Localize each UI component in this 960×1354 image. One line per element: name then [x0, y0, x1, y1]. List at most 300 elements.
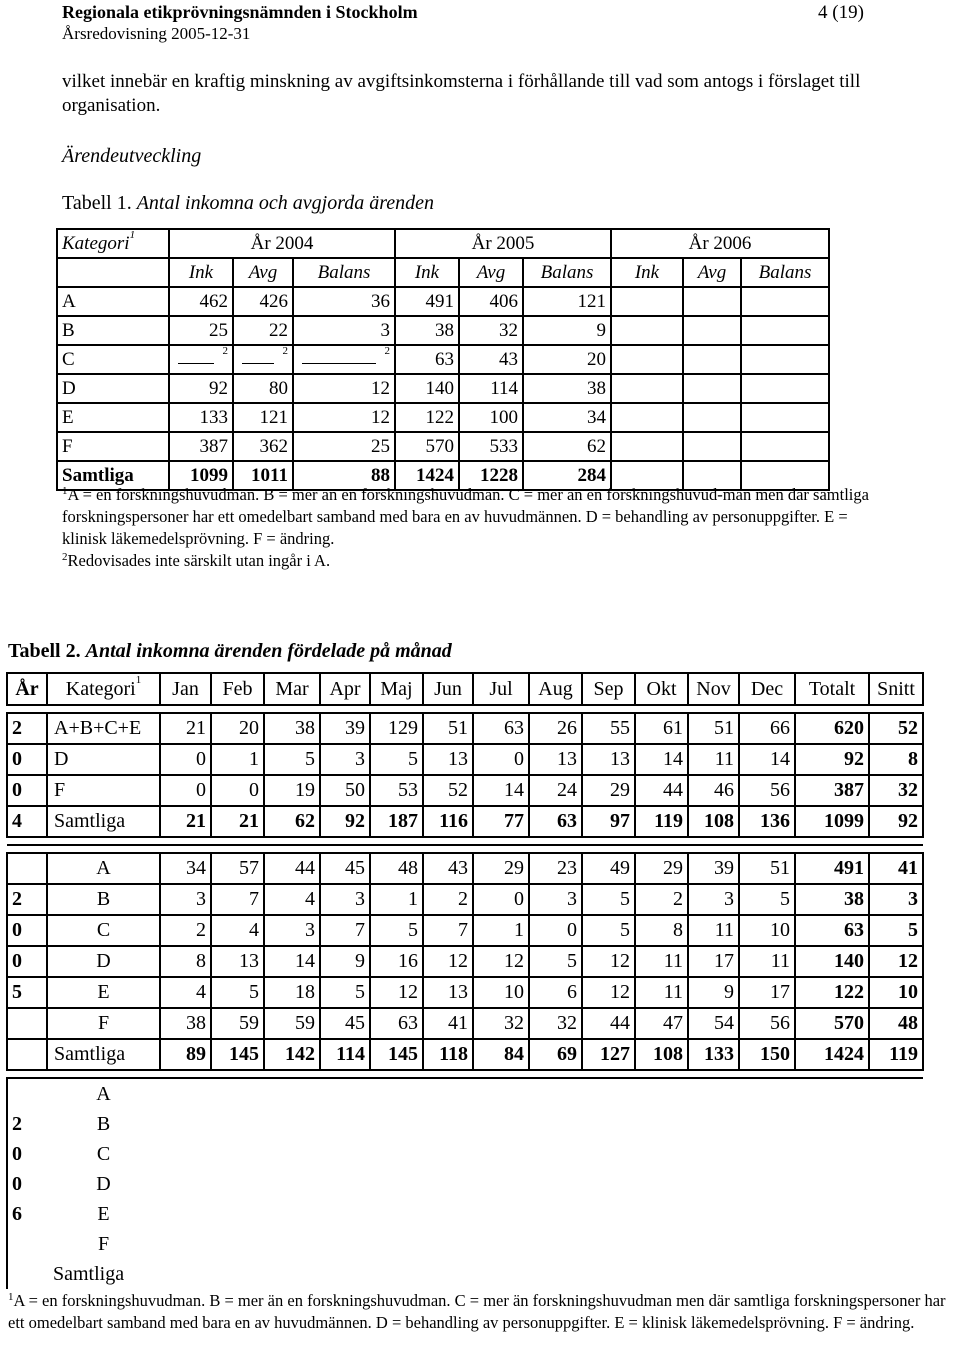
table2-cell: 49 — [582, 853, 635, 884]
table2-cell: 29 — [473, 853, 529, 884]
table2-column-header — [7, 673, 47, 705]
table2-cell: 29 — [582, 775, 635, 806]
table2-cell — [320, 1229, 370, 1259]
table-row — [7, 1008, 923, 1039]
table2-cell — [869, 1229, 923, 1259]
table1-empty-cell — [683, 432, 741, 461]
table-row — [7, 946, 923, 977]
table-row — [7, 775, 923, 806]
table1-footnotes — [62, 484, 892, 572]
table2-column-header — [473, 673, 529, 705]
table2-cell: 5 — [320, 977, 370, 1008]
column-label: Maj — [380, 677, 413, 700]
table1-subheader: Ink — [169, 258, 233, 287]
table2-cell: 51 — [688, 713, 739, 744]
table2-column-header — [370, 673, 423, 705]
table2-cell — [473, 1139, 529, 1169]
table2-category: Samtliga — [47, 806, 160, 837]
table1-cell: 32 — [459, 316, 523, 345]
table2-cell — [529, 1199, 582, 1229]
column-label: Dec — [750, 677, 784, 700]
table2-category: A+B+C+E — [47, 713, 160, 744]
table2-cell: 9 — [320, 946, 370, 977]
gap-cell — [320, 837, 370, 845]
footnote-marker: 1 — [129, 228, 136, 241]
table2-cell: 5 — [582, 884, 635, 915]
table2-cell — [739, 1169, 795, 1199]
gap-cell — [739, 845, 795, 853]
table2-category: C — [96, 1142, 111, 1165]
intro-paragraph: vilket innebär en kraftig minskning av avgiftsinkomsterna i förhållande till vad som antogs i förslaget till organisation. — [62, 71, 861, 116]
table1-cell: 43 — [459, 345, 523, 374]
table2-cell — [211, 1139, 264, 1169]
table2-cell: 5 — [739, 884, 795, 915]
table-row — [7, 1169, 923, 1199]
table2-cell — [211, 1259, 264, 1289]
table2-category: A — [96, 1082, 111, 1105]
table2-cell: 133 — [688, 1039, 739, 1070]
table2-year-cell — [7, 1078, 47, 1109]
table2-year-cell: 2 — [7, 884, 47, 915]
table2-cell: 7 — [320, 915, 370, 946]
table2-cell — [529, 1169, 582, 1199]
table2-cell: 44 — [264, 853, 320, 884]
table2-cell: 14 — [739, 744, 795, 775]
table-row — [7, 744, 923, 775]
table2-cell: 47 — [635, 1008, 688, 1039]
table2-cell — [869, 1199, 923, 1229]
table2-gap-row — [7, 1070, 923, 1078]
table2-cell — [869, 1139, 923, 1169]
table2-cell: 145 — [370, 1039, 423, 1070]
column-label: Totalt — [808, 677, 856, 700]
table2-cell: 4 — [211, 915, 264, 946]
table2-cell — [795, 1109, 869, 1139]
dash-line — [242, 363, 274, 364]
table2-cell: 56 — [739, 775, 795, 806]
table2-cell — [688, 1259, 739, 1289]
table2-cell: 12 — [423, 946, 473, 977]
table1-empty-cell — [611, 316, 683, 345]
gap-cell — [370, 845, 423, 853]
table-row — [57, 374, 829, 403]
table2-cell — [795, 1199, 869, 1229]
table2-category: Samtliga — [53, 1262, 125, 1285]
table2-cell — [423, 1259, 473, 1289]
table2-cell: 12 — [370, 977, 423, 1008]
table2-cell — [635, 1109, 688, 1139]
table1-cell: 88 — [293, 461, 395, 490]
gap-cell — [688, 837, 739, 845]
table2-cell: 1099 — [795, 806, 869, 837]
table2-cell: 491 — [795, 853, 869, 884]
table2-cell — [869, 1109, 923, 1139]
table2-cell: 53 — [370, 775, 423, 806]
table1-cell — [233, 345, 293, 374]
table2-cell: 38 — [160, 1008, 211, 1039]
column-label: Okt — [646, 677, 677, 700]
footnote-marker: 2 — [384, 344, 390, 357]
table2-cell: 61 — [635, 713, 688, 744]
table2-category: D — [47, 744, 160, 775]
table2-cell: 51 — [423, 713, 473, 744]
table2-cell — [635, 1199, 688, 1229]
table2-cell — [582, 1259, 635, 1289]
table2-cell: 3 — [320, 744, 370, 775]
gap-cell — [795, 1070, 869, 1078]
column-label: Feb — [222, 677, 253, 700]
table2-column-header — [688, 673, 739, 705]
gap-cell — [869, 1070, 923, 1078]
table2-cell — [423, 1139, 473, 1169]
table2-cell — [635, 1259, 688, 1289]
table2-column-header — [795, 673, 869, 705]
table2-cell: 7 — [423, 915, 473, 946]
gap-cell — [869, 837, 923, 845]
table2-cell: 0 — [529, 915, 582, 946]
column-label: Kategori — [65, 677, 136, 700]
table2-category: D — [96, 1172, 111, 1195]
table2-cell — [211, 1109, 264, 1139]
table2-cell — [739, 1229, 795, 1259]
table2-cell: 0 — [473, 744, 529, 775]
table1-cell: 20 — [523, 345, 611, 374]
table2-cell — [264, 1078, 320, 1109]
table-row — [57, 345, 829, 374]
table-row — [57, 432, 829, 461]
gap-cell — [264, 705, 320, 713]
gap-cell — [688, 705, 739, 713]
table1-caption — [62, 192, 434, 215]
gap-cell — [160, 1070, 211, 1078]
table2-cell: 7 — [211, 884, 264, 915]
table2-cell: 5 — [529, 946, 582, 977]
page-number: 4 (19) — [818, 2, 864, 23]
table2-cell: 32 — [473, 1008, 529, 1039]
dash-line — [178, 363, 214, 364]
table1-empty-cell — [741, 403, 829, 432]
table1-cell: 121 — [523, 287, 611, 316]
table1-empty-cell — [611, 432, 683, 461]
table2-cell: 140 — [795, 946, 869, 977]
gap-cell — [264, 1070, 320, 1078]
gap-cell — [688, 845, 739, 853]
table2-cell: 63 — [370, 1008, 423, 1039]
table1-subheader: Avg — [459, 258, 523, 287]
table2-category: B — [96, 1112, 111, 1135]
table2-category: F — [97, 1232, 110, 1255]
table2-column-header — [423, 673, 473, 705]
gap-cell — [47, 705, 160, 713]
table1-cell: 140 — [395, 374, 459, 403]
table1-empty-cell — [741, 345, 829, 374]
table1-cell: 1011 — [233, 461, 293, 490]
table2-cell: 0 — [160, 744, 211, 775]
table2-cell — [320, 1109, 370, 1139]
table2-cell — [160, 1078, 211, 1109]
table2-cell: 32 — [529, 1008, 582, 1039]
table1-subheader: Avg — [233, 258, 293, 287]
table2-column-header — [582, 673, 635, 705]
table1-cell: 491 — [395, 287, 459, 316]
gap-cell — [739, 1070, 795, 1078]
table1-year-header: År 2005 — [395, 229, 611, 258]
table2-year-cell — [7, 1008, 47, 1039]
table1-cell: 133 — [169, 403, 233, 432]
table2-cell: 5 — [211, 977, 264, 1008]
table2-cell: 11 — [688, 744, 739, 775]
table2-cell: 19 — [264, 775, 320, 806]
table2-cell: 66 — [739, 713, 795, 744]
table2-cell: 51 — [739, 853, 795, 884]
gap-cell — [370, 837, 423, 845]
gap-cell — [739, 837, 795, 845]
table2-cell — [739, 1109, 795, 1139]
table2-cell — [370, 1229, 423, 1259]
gap-cell — [320, 1070, 370, 1078]
table2-cell: 136 — [739, 806, 795, 837]
table2-cell: 570 — [795, 1008, 869, 1039]
table2-cell: 114 — [320, 1039, 370, 1070]
table-row — [7, 1199, 923, 1229]
gap-cell — [635, 705, 688, 713]
table2-cell: 3 — [320, 884, 370, 915]
table2-cell: 44 — [582, 1008, 635, 1039]
table2-cell: 46 — [688, 775, 739, 806]
table2-cell — [211, 1229, 264, 1259]
table-row — [7, 806, 923, 837]
table2-year-cell — [7, 853, 47, 884]
table2-cell: 1424 — [795, 1039, 869, 1070]
table2-cell: 108 — [688, 806, 739, 837]
gap-cell — [529, 837, 582, 845]
table1-empty-cell — [683, 316, 741, 345]
gap-cell — [423, 845, 473, 853]
table2-year-cell: 2 — [7, 713, 47, 744]
table1-cell: 570 — [395, 432, 459, 461]
gap-cell — [264, 845, 320, 853]
table2-cell: 1 — [473, 915, 529, 946]
gap-cell — [473, 705, 529, 713]
table2-cell — [795, 1169, 869, 1199]
table2-cell — [529, 1229, 582, 1259]
table2-cell — [264, 1169, 320, 1199]
column-label: Nov — [696, 677, 731, 700]
table1-empty-cell — [683, 403, 741, 432]
table2-year-cell: 6 — [7, 1199, 47, 1229]
table2-cell: 38 — [264, 713, 320, 744]
gap-cell — [795, 705, 869, 713]
table-row — [7, 977, 923, 1008]
table1-cell: 1424 — [395, 461, 459, 490]
footnote-marker: 2 — [62, 551, 68, 563]
table2-cell — [370, 1139, 423, 1169]
table2-cell: 122 — [795, 977, 869, 1008]
table2-cell: 129 — [370, 713, 423, 744]
table1-caption-prefix: Tabell 1. — [62, 192, 132, 214]
table1-subheader-row — [57, 258, 829, 287]
table2-category: B — [47, 884, 160, 915]
table2-cell — [160, 1169, 211, 1199]
table1-cell: 63 — [395, 345, 459, 374]
table2-cell — [423, 1078, 473, 1109]
table2-cell — [211, 1078, 264, 1109]
gap-cell — [7, 837, 47, 845]
table2-cell: 1 — [370, 884, 423, 915]
table2-cell — [160, 1139, 211, 1169]
table2-cell — [688, 1078, 739, 1109]
table2-year-cell — [7, 1259, 47, 1289]
table2-cell: 24 — [529, 775, 582, 806]
table2-cell — [320, 1169, 370, 1199]
table2-cell: 3 — [688, 884, 739, 915]
gap-cell — [423, 837, 473, 845]
table2-year-cell: 0 — [7, 775, 47, 806]
table2-cell: 13 — [423, 744, 473, 775]
table2-cell — [423, 1109, 473, 1139]
table2-cell — [473, 1078, 529, 1109]
table2-cell: 92 — [795, 744, 869, 775]
table2-cell: 3 — [529, 884, 582, 915]
table2-cell — [473, 1229, 529, 1259]
gap-cell — [582, 705, 635, 713]
table2-cell — [160, 1259, 211, 1289]
table2-cell — [739, 1139, 795, 1169]
table2-column-header — [211, 673, 264, 705]
table2-cell: 142 — [264, 1039, 320, 1070]
table2-cell — [739, 1078, 795, 1109]
table2-column-header — [160, 673, 211, 705]
table1-empty-cell — [741, 316, 829, 345]
table2-cell: 2 — [423, 884, 473, 915]
gap-cell — [370, 705, 423, 713]
table2-cell: 62 — [264, 806, 320, 837]
table1-footnote-1 — [62, 484, 892, 550]
table2-cell: 127 — [582, 1039, 635, 1070]
table1-category: C — [57, 345, 169, 374]
footnote-text: Redovisades inte särskilt utan ingår i A. — [67, 551, 331, 570]
table2-gap-row — [7, 705, 923, 713]
table2-cell — [529, 1109, 582, 1139]
table2-cell — [869, 1078, 923, 1109]
table2-cell — [264, 1139, 320, 1169]
table-row — [7, 915, 923, 946]
table1-empty-cell — [611, 374, 683, 403]
table1-empty-cell — [741, 287, 829, 316]
table2-cell: 145 — [211, 1039, 264, 1070]
kategori-label: Kategori — [62, 232, 130, 254]
table-row — [7, 713, 923, 744]
gap-cell — [688, 1070, 739, 1078]
table-row — [7, 853, 923, 884]
table2-cell — [582, 1078, 635, 1109]
table2-cell: 14 — [264, 946, 320, 977]
table2-cell — [370, 1199, 423, 1229]
table2-cell: 5 — [264, 744, 320, 775]
table2-cell — [582, 1139, 635, 1169]
column-label: Jan — [172, 677, 199, 700]
table2-cell — [795, 1229, 869, 1259]
table2-cell — [370, 1078, 423, 1109]
column-label: Jul — [489, 677, 513, 700]
table1-empty-cell — [611, 287, 683, 316]
table2-cell — [423, 1229, 473, 1259]
table1-cell: 3 — [293, 316, 395, 345]
table2-cell: 38 — [795, 884, 869, 915]
table2-cell: 55 — [582, 713, 635, 744]
gap-cell — [582, 1070, 635, 1078]
table2-cell — [211, 1199, 264, 1229]
table1-empty-cell — [683, 374, 741, 403]
table2-column-header — [739, 673, 795, 705]
table2-cell — [795, 1259, 869, 1289]
gap-cell — [320, 705, 370, 713]
table1-empty-cell — [57, 258, 169, 287]
gap-cell — [7, 1070, 47, 1078]
table-row — [7, 884, 923, 915]
table2-cell: 97 — [582, 806, 635, 837]
table2-cell: 12 — [582, 946, 635, 977]
table2-cell: 11 — [635, 977, 688, 1008]
gap-cell — [47, 837, 160, 845]
table2-column-header — [635, 673, 688, 705]
gap-cell — [47, 1070, 160, 1078]
table2-header-row — [7, 673, 923, 705]
table2-cell: 45 — [320, 853, 370, 884]
table2-cell: 17 — [688, 946, 739, 977]
table2-cell: 187 — [370, 806, 423, 837]
table1-empty-cell — [683, 287, 741, 316]
table2-cell: 6 — [529, 977, 582, 1008]
table2-cell: 52 — [869, 713, 923, 744]
table2-cell: 48 — [869, 1008, 923, 1039]
table2-cell: 39 — [320, 713, 370, 744]
gap-cell — [423, 1070, 473, 1078]
table2-cell: 8 — [160, 946, 211, 977]
table2-cell: 26 — [529, 713, 582, 744]
table2-cell: 39 — [688, 853, 739, 884]
table2-cell — [688, 1139, 739, 1169]
table2-cell: 119 — [635, 806, 688, 837]
table2-cell: 4 — [160, 977, 211, 1008]
table1-caption-text: Antal inkomna och avgjorda ärenden — [136, 192, 435, 214]
table2-cell: 387 — [795, 775, 869, 806]
table2-category: E — [97, 1202, 110, 1225]
footnote-marker: 1 — [8, 1291, 14, 1303]
table1-cell: 25 — [293, 432, 395, 461]
column-label: Sep — [593, 677, 624, 700]
table2-caption-prefix: Tabell 2. — [8, 640, 81, 662]
table2-cell — [529, 1259, 582, 1289]
table2-category: Samtliga — [47, 1039, 160, 1070]
footnote-marker: 2 — [222, 344, 228, 357]
table2-cell: 18 — [264, 977, 320, 1008]
table2-cell: 10 — [739, 915, 795, 946]
table2-column-header — [869, 673, 923, 705]
table2-cell: 77 — [473, 806, 529, 837]
table1 — [56, 228, 830, 491]
table2-cell: 92 — [869, 806, 923, 837]
table2-cell — [582, 1199, 635, 1229]
table2-cell — [160, 1229, 211, 1259]
table2-cell: 21 — [160, 713, 211, 744]
gap-cell — [211, 1070, 264, 1078]
table1-category: E — [57, 403, 169, 432]
table2-cell: 50 — [320, 775, 370, 806]
table2-cell: 48 — [370, 853, 423, 884]
column-label: Jun — [434, 677, 462, 700]
table2-cell: 32 — [869, 775, 923, 806]
